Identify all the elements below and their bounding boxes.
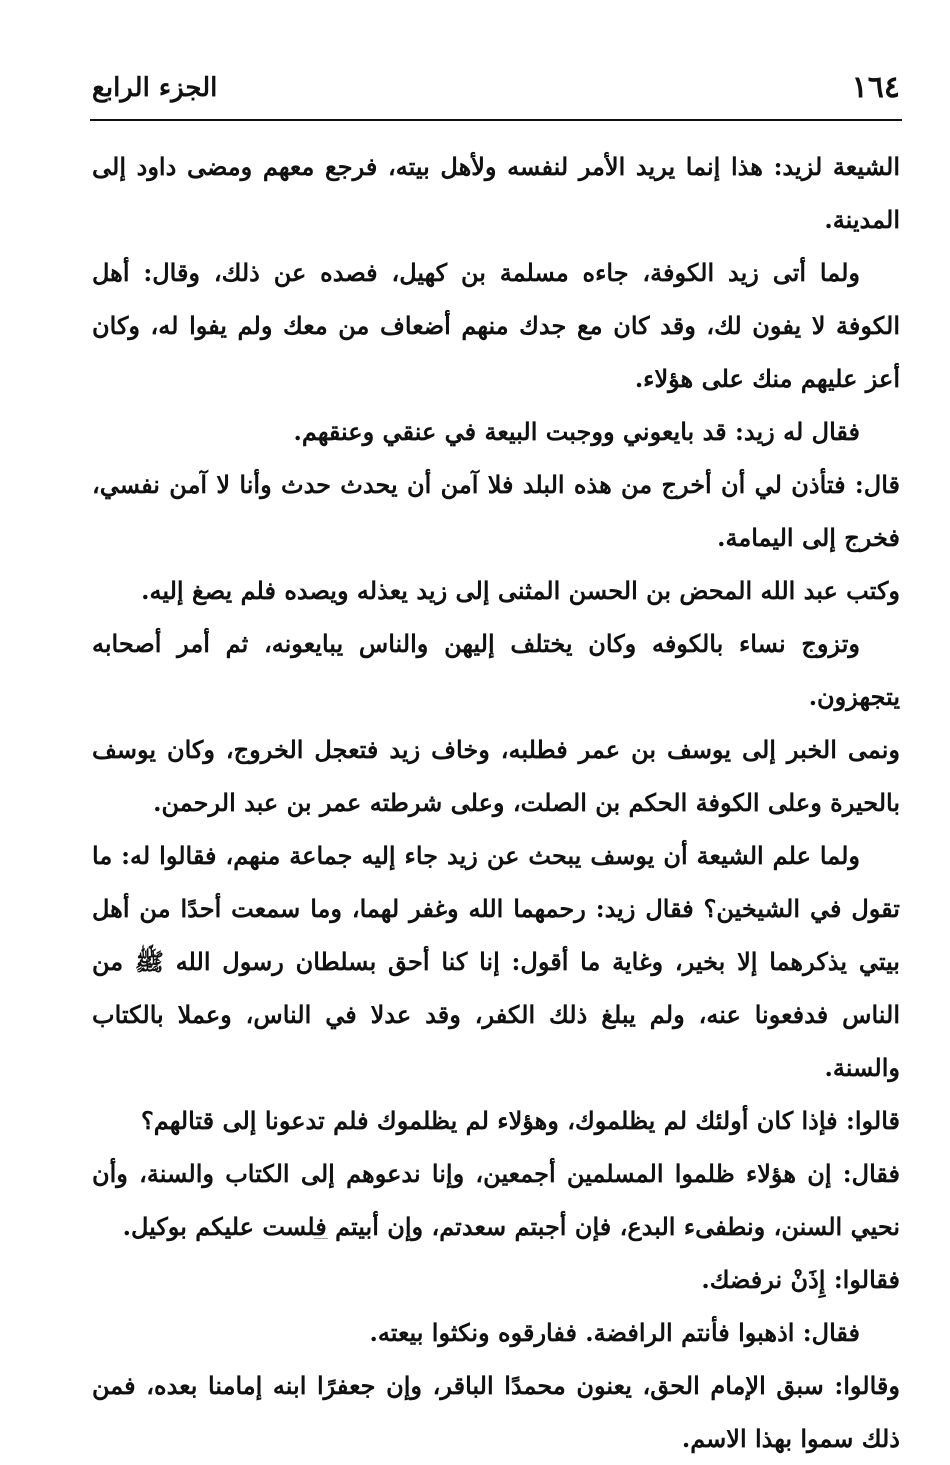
paragraph: وكتب عبد الله المحض بن الحسن المثنى إلى زيد يعذله ويصده فلم يصغ إليه. xyxy=(141,576,900,605)
header-rule xyxy=(90,119,902,121)
paragraph: وتزوج نساء بالكوفه وكان يختلف إليهن والناس يبايعونه، ثم أمر أصحابه يتجهزون. xyxy=(92,629,900,711)
page-number: ١٦٤ xyxy=(851,70,900,105)
paragraph: فقال له زيد: قد بايعوني ووجبت البيعة في عنقي وعنقهم. xyxy=(293,417,860,446)
paragraph: ولما أتى زيد الكوفة، جاءه مسلمة بن كهيل، فصده عن ذلك، وقال: أهل الكوفة لا يفون لك، وقد كان مع جدك منهم أضعاف من معك ولم يفوا له، وكان أعز عليهم منك على هؤلاء. xyxy=(92,258,900,393)
running-title: الجزء الرابع xyxy=(92,73,218,103)
paragraph: الشيعة لزيد: هذا إنما يريد الأمر لنفسه ولأهل بيته، فرجع معهم ومضى داود إلى المدينة. xyxy=(92,152,901,234)
paragraph: فقالوا: إِذَنْ نرفضك. xyxy=(701,1265,900,1294)
paragraph: فقال: إن هؤلاء ظلموا المسلمين أجمعين، وإنا ندعوهم إلى الكتاب والسنة، وأن نحيي السنن، ونطفىء البدع، فإن أجبتم سعدتم، وإن أبيتم فلست عليكم بوكيل. xyxy=(92,1159,900,1241)
paragraph: قالوا: فإذا كان أولئك لم يظلموك، وهؤلاء لم يظلموك فلم تدعونا إلى قتالهم؟ xyxy=(141,1106,900,1135)
paragraph: وقالوا: سبق الإمام الحق، يعنون محمدًا الباقر، وإن جعفرًا ابنه إمامنا بعده، فمن ذلك سموا بهذا الاسم. xyxy=(92,1371,900,1453)
print-mark xyxy=(314,1238,328,1239)
paragraph: ونمى الخبر إلى يوسف بن عمر فطلبه، وخاف زيد فتعجل الخروج، وكان يوسف بالحيرة وعلى الكوفة الحكم بن الصلت، وعلى شرطته عمر بن عبد الرحمن. xyxy=(92,735,900,817)
page-header xyxy=(92,66,900,118)
paragraph: فقال: اذهبوا فأنتم الرافضة. ففارقوه ونكثوا بيعته. xyxy=(369,1318,860,1347)
body-text xyxy=(92,140,900,1465)
paragraph: قال: فتأذن لي أن أخرج من هذه البلد فلا آمن أن يحدث حدث وأنا لا آمن نفسي، فخرج إلى اليمامة. xyxy=(92,470,900,552)
paragraph: ولما علم الشيعة أن يوسف يبحث عن زيد جاء إليه جماعة منهم، فقالوا له: ما تقول في الشيخين؟ فقال زيد: رحمهما الله وغفر لهما، وما سمعت أحدًا من أهل بيتي يذكرهما إلا بخير، وغاية ما أقول: إنا كنا أحق بسلطان رسول الله ﷺ من الناس فدفعونا عنه، ولم يبلغ ذلك الكفر، وقد عدلا في الناس، وعملا بالكتاب والسنة. xyxy=(92,841,900,1082)
